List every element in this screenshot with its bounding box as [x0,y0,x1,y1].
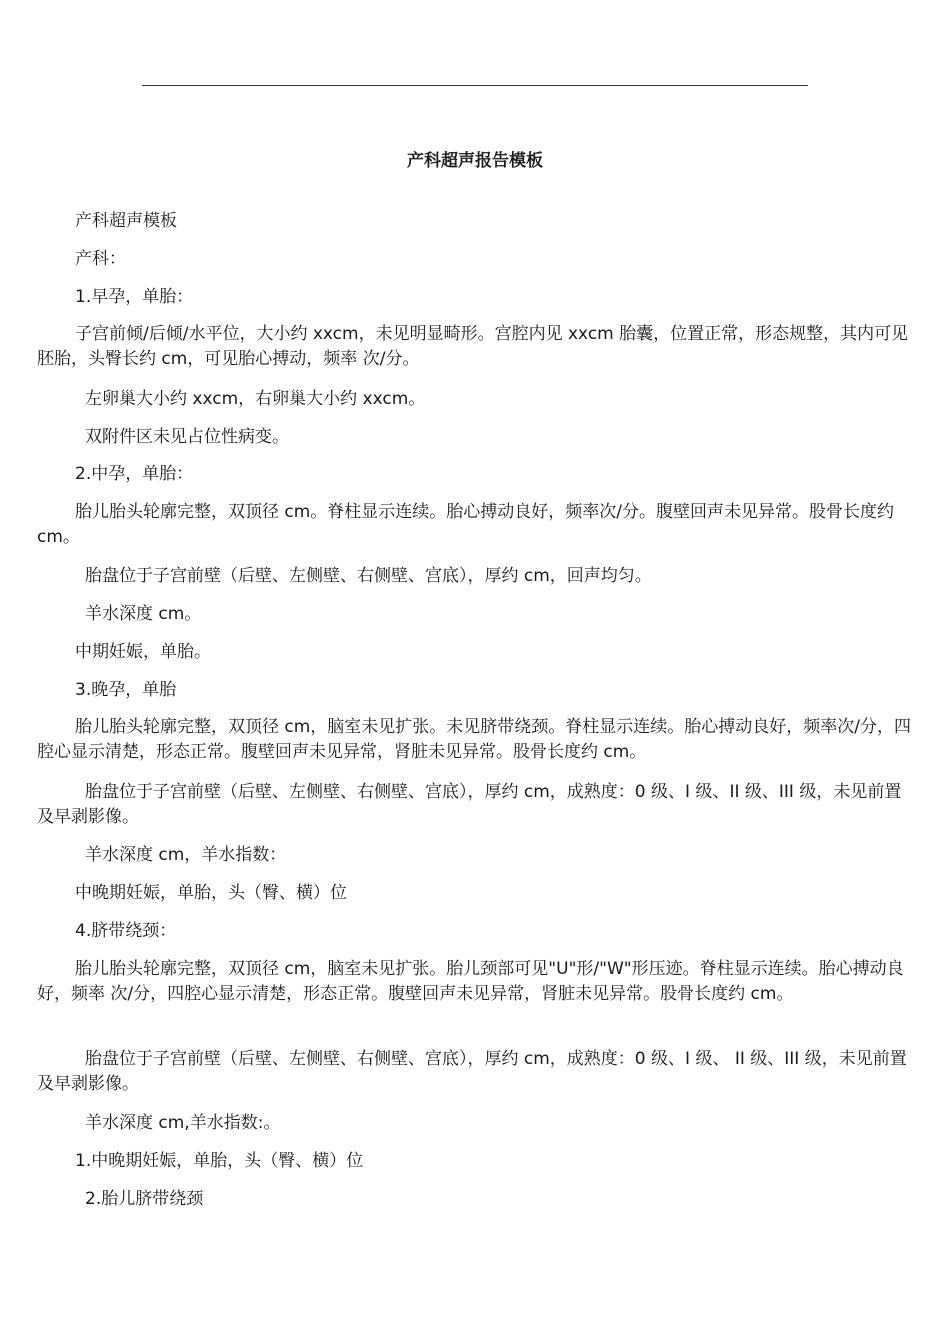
paragraph-mid-conclusion: 中期妊娠，单胎。 [75,642,211,662]
paragraph-late-conclusion: 中晚期妊娠，单胎，头（臀、横）位 [75,883,347,903]
paragraph-mid-pregnancy-heading: 2.中孕，单胎： [75,464,194,484]
paragraph-early-ovaries: 左卵巢大小约 xxcm，右卵巢大小约 xxcm。 [85,389,426,409]
paragraph-section-label: 产科： [75,249,126,269]
paragraph-early-pregnancy-heading: 1.早孕，单胎： [75,287,194,307]
paragraph-mid-placenta: 胎盘位于子宫前壁（后壁、左侧壁、右侧壁、宫底），厚约 cm，回声均匀。 [85,566,652,586]
paragraph-late-placenta: 胎盘位于子宫前壁（后壁、左侧壁、右侧壁、宫底），厚约 cm，成熟度：0 级、I 级、II 级、III 级，未见前置及早剥影像。 [37,782,902,827]
paragraph-cord-conclusion-2: 2.胎儿脐带绕颈 [85,1189,204,1209]
paragraph-cord-conclusion-1: 1.中晚期妊娠，单胎，头（臀、横）位 [75,1151,364,1171]
document-title: 产科超声报告模板 [407,151,543,171]
paragraph-late-pregnancy-heading: 3.晚孕，单胎 [75,680,177,700]
paragraph-early-adnexa: 双附件区未见占位性病变。 [85,427,289,447]
paragraph-template-heading: 产科超声模板 [75,211,177,231]
paragraph-early-uterus: 子宫前倾/后倾/水平位，大小约 xxcm，未见明显畸形。宫腔内见 xxcm 胎囊，位置正常，形态规整，其内可见胚胎，头臀长约 cm，可见胎心搏动，频率 次/分。 [37,324,909,369]
paragraph-cord-fetus: 胎儿胎头轮廓完整，双顶径 cm，脑室未见扩张。胎儿颈部可见"U"形/"W"形压迹。脊柱显示连续。胎心搏动良好，频率 次/分，四腔心显示清楚，形态正常。腹壁回声未见异常，肾脏未见异常。股骨长度约 cm。 [37,959,904,1004]
paragraph-mid-amniotic: 羊水深度 cm。 [85,604,202,624]
paragraph-cord-placenta: 胎盘位于子宫前壁（后壁、左侧壁、右侧壁、宫底），厚约 cm，成熟度：0 级、I 级、 II 级、III 级，未见前置及早剥影像。 [37,1049,907,1094]
paragraph-cord-amniotic: 羊水深度 cm,羊水指数:。 [85,1113,281,1133]
header-rule [142,85,808,86]
paragraph-late-amniotic: 羊水深度 cm，羊水指数： [85,845,287,865]
paragraph-cord-heading: 4.脐带绕颈： [75,921,177,941]
paragraph-mid-fetus: 胎儿胎头轮廓完整，双顶径 cm。脊柱显示连续。胎心搏动良好，频率次/分。腹壁回声未见异常。股骨长度约 cm。 [37,502,895,547]
paragraph-late-fetus: 胎儿胎头轮廓完整，双顶径 cm，脑室未见扩张。未见脐带绕颈。脊柱显示连续。胎心搏动良好，频率次/分，四腔心显示清楚，形态正常。腹壁回声未见异常，肾脏未见异常。股骨长度约 cm。 [37,717,912,762]
